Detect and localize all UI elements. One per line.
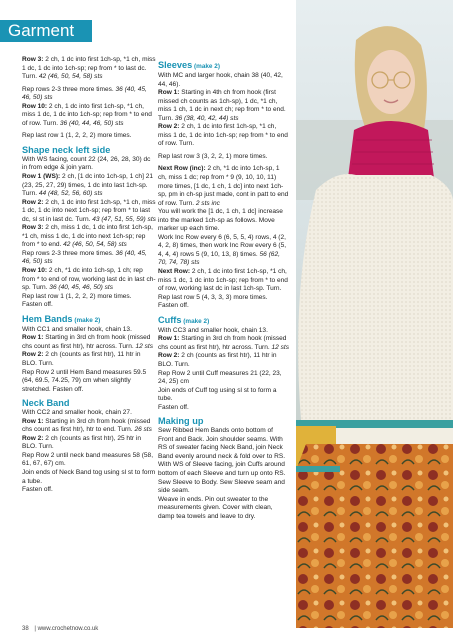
page-number: 38: [22, 626, 29, 632]
section-heading: [22, 145, 157, 156]
section-heading: [158, 416, 290, 427]
pattern-paragraph: With MC and larger hook, chain 38 (40, 42, 44, 46). Row 1: Starting in 4th ch from hook (first missed ch counts as 1ch-sp), 1 dc, *1 ch, miss 1 ch, 1 dc in next ch; rep from * to end. Turn. 36 (38, 40, 42, 44) sts Row 2: 2 ch, 1 dc into first 1ch-sp, *1 ch, miss 1 dc, 1 dc into 1ch-sp; rep from * to end of row. Turn.: [158, 72, 288, 148]
section-heading-text: Cuffs: [158, 314, 182, 325]
photo-illustration: [296, 0, 453, 628]
pattern-paragraph: Rep last row 3 (3, 2, 2, 1) more times.: [158, 152, 268, 160]
section-heading-sub: (make 2): [181, 317, 210, 325]
footer-divider: |: [34, 626, 36, 632]
pattern-paragraph: Rep last row 1 (1, 2, 2, 2) more times.: [22, 132, 132, 140]
section-heading: [158, 315, 290, 327]
page-footer: [22, 626, 98, 632]
pattern-paragraph: With CC1 and smaller hook, chain 13. Row 1: Starting in 3rd ch from hook (missed chs count as first htr), htr across. Turn. 12 sts Row 2: 2 ch (counts as first htr), 11 htr in BLO. Turn. Rep Row 2 until Hem Band measures 59.5 (64, 69.5, 74.25, 79) cm when slightly stretched. Fasten off.: [22, 325, 153, 393]
pattern-paragraph: With CC3 and smaller hook, chain 13. Row 1: Starting in 3rd ch from hook (missed chs count as first htr), htr across. Turn. 12 sts Row 2: 2 ch (counts as first htr), 11 htr in BLO. Turn. Rep Row 2 until Cuff measures 21 (22, 23, 24, 25) cm Join ends of Cuff tog using sl st to form a tube. Fasten off.: [158, 326, 289, 411]
section-heading-text: Making up: [158, 416, 204, 427]
section-heading: [22, 398, 157, 409]
section-heading-sub: (make 2): [192, 63, 220, 70]
pattern-paragraph: Next Row (inc): 2 ch, *1 dc into 1ch-sp, 1 ch, miss 1 dc; rep from * 9 (9, 10, 10, 11) more times, [1 dc, 1 ch, 1 dc] into next 1ch-sp, pm in ch-sp just made, cont in patt to end of row. Turn. 2 sts inc You will work the [1 dc, 1 ch, 1 dc] increase into the marked 1ch-sp as follows. Move marker up each time. Work Inc Row every 6 (6, 5, 5, 4) rows, 4 (2, 4, 2, 8) times, then work Inc Row every 6 (5, 4, 4, 4) rows 5 (9, 10, 13, 8) times. 56 (62, 70, 74, 78) sts Next Row: 2 ch, 1 dc into first 1ch-sp, *1 ch, miss 1 dc, 1 dc into 1ch-sp; rep from * to end of row, working last dc in last 1ch-sp. Turn. Rep last row 5 (4, 3, 3, 3) more times. Fasten off.: [158, 165, 289, 310]
model-photo: [296, 0, 453, 628]
pattern-paragraph: Row 3: 2 ch, 1 dc into first 1ch-sp, *1 ch, miss 1 dc, 1 dc into 1ch-sp; rep from * to last dc. Turn. 42 (46, 50, 54, 58) sts: [22, 56, 156, 81]
footer-website[interactable]: www.crochetnow.co.uk: [37, 626, 99, 632]
section-heading: [158, 60, 290, 72]
left-column: [22, 56, 157, 499]
pattern-paragraph: With WS facing, count 22 (24, 26, 28, 30) dc in from edge & join yarn. Row 1 (WS): 2 ch, [1 dc into 1ch-sp, 1 ch] 21 (23, 25, 27, 29) times, 1 dc into last 1ch-sp. Turn. 44 (48, 52, 56, 60) sts Row 2: 2 ch, 1 dc into first 1ch-sp, *1 ch, miss 1 dc, 1 dc into next 1ch-sp; rep from * to last dc, sl st in last dc. Turn. 43 (47, 51, 55, 59) sts Row 3: 2 ch, miss 1 dc, 1 dc into first 1ch-sp, *1 ch, miss 1 dc, 1 dc into next 1ch-sp; rep from * to end. 42 (46, 50, 54, 58) sts Rep rows 2-3 three more times. 36 (40, 45, 46, 50) sts Row 10: 2 ch, *1 dc into 1ch-sp, 1 ch; rep from * to end of row, working last dc in last ch-sp. Turn. 36 (40, 45, 46, 50) sts Rep last row 1 (1, 2, 2, 2) more times. Fasten off.: [22, 155, 156, 309]
section-heading-text: Sleeves: [158, 60, 193, 70]
pattern-paragraph: With CC2 and smaller hook, chain 27. Row 1: Starting in 3rd ch from hook (missed chs count as first htr), htr to end. Turn. 26 sts Row 2: 2 ch (counts as first htr), 25 htr in BLO. Turn. Rep Row 2 until neck band measures 58 (58, 61, 67, 67) cm. Join ends of Neck Band tog using sl st to form a tube. Fasten off.: [22, 409, 156, 494]
section-heading: [22, 314, 157, 326]
pattern-paragraph: Sew Ribbed Hem Bands onto bottom of Front and Back. Join shoulder seams. With RS of sweater facing Neck Band, join Neck Band evenly around neck & fold over to RS. With WS of Sleeve facing, join Cuffs around bottom of each Sleeve and turn up onto RS. Sew Sleeve to Body. Sew Sleeve seam and side seam. Weave in ends. Pin out sweater to the measurements given. Cover with clean, damp tea towels and leave to dry.: [158, 427, 286, 520]
middle-column: [158, 56, 290, 525]
section-heading-text: Hem Bands: [22, 313, 73, 324]
section-heading-text: Shape neck left side: [22, 144, 111, 155]
pattern-paragraph: Rep rows 2-3 three more times. 36 (40, 45, 46, 50) sts Row 10: 2 ch, 1 dc into first 1ch-sp, *1 ch, miss 1 dc, 1 dc into 1ch-sp; rep from * to end of row. Turn. 36 (40, 44, 46, 50) sts: [22, 85, 152, 127]
section-heading-sub: (make 2): [72, 316, 101, 324]
section-heading-text: Neck Band: [22, 398, 70, 409]
section-title: Garment: [8, 21, 75, 40]
